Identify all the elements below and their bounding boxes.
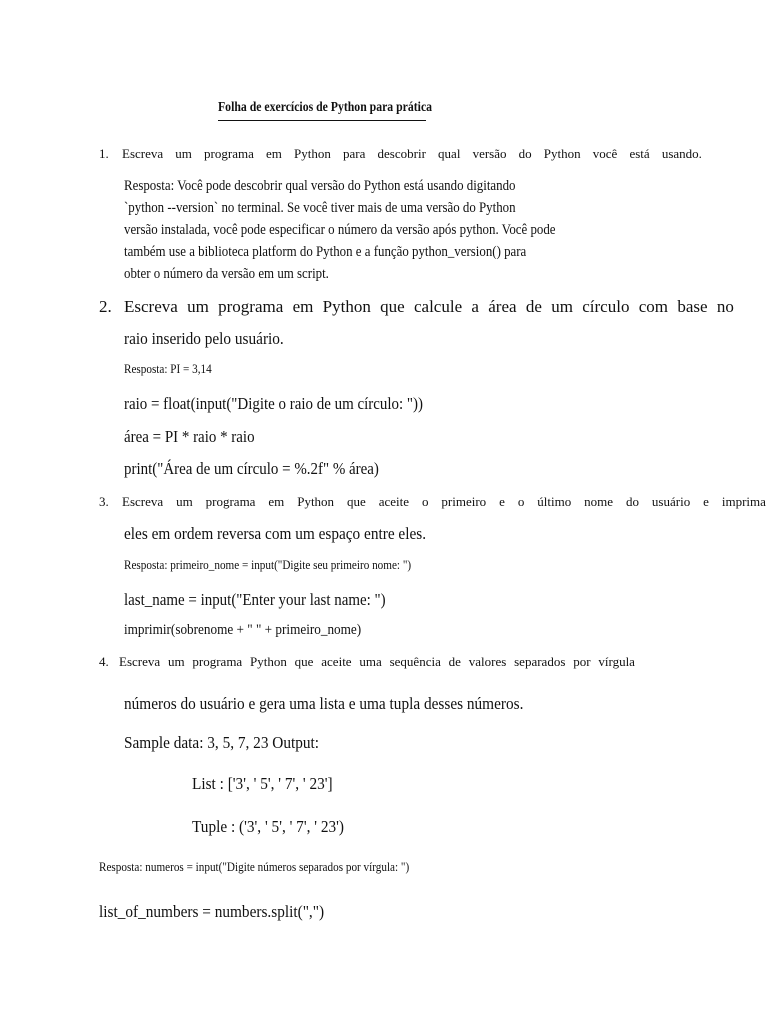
- page-title: Folha de exercícios de Python para prática: [218, 100, 433, 115]
- answer-1-line-5: obter o número da versão em um script.: [124, 266, 329, 282]
- answer-3-code-line-1: last_name = input("Enter your last name: "): [124, 590, 386, 609]
- question-1-number: 1.: [99, 146, 109, 161]
- question-3-text-line-2: eles em ordem reversa com um espaço entre eles.: [124, 524, 427, 543]
- question-4-text-line-1: Escreva um programa Python que aceite uma sequência de valores separados por vírgula: [119, 654, 635, 669]
- answer-2-label: Resposta: PI = 3,14: [124, 361, 212, 376]
- question-4-text-line-2: números do usuário e gera uma lista e uma tupla desses números.: [124, 694, 524, 713]
- list-output-line: List : ['3', ' 5', ' 7', ' 23']: [192, 774, 333, 793]
- answer-2-code-line-3: print("Área de um círculo = %.2f" % área): [124, 459, 379, 478]
- answer-1-line-2: `python --version` no terminal. Se você tiver mais de uma versão do Python: [124, 200, 516, 216]
- answer-2-code-line-1: raio = float(input("Digite o raio de um círculo: ")): [124, 394, 423, 413]
- question-3-text-line-1: Escreva um programa em Python que aceite o primeiro e o último nome do usuário e imprima: [122, 494, 766, 509]
- question-4-number: 4.: [99, 654, 109, 669]
- answer-4-code-line-1: list_of_numbers = numbers.split(","): [99, 902, 325, 921]
- question-1-text: Escreva um programa em Python para descobrir qual versão do Python você está usando.: [122, 146, 702, 161]
- answer-1-line-4: também use a biblioteca platform do Python e a função python_version() para: [124, 244, 527, 260]
- question-3-number: 3.: [99, 494, 109, 509]
- question-2-text-line-2: raio inserido pelo usuário.: [124, 329, 284, 348]
- answer-1-line-1: Resposta: Você pode descobrir qual versão do Python está usando digitando: [124, 178, 516, 194]
- sample-data-line: Sample data: 3, 5, 7, 23 Output:: [124, 733, 320, 752]
- question-2-text-line-1: Escreva um programa em Python que calcule a área de um círculo com base no: [124, 297, 734, 316]
- tuple-output-line: Tuple : ('3', ' 5', ' 7', ' 23'): [192, 817, 344, 836]
- answer-3-label: Resposta: primeiro_nome = input("Digite seu primeiro nome: "): [124, 557, 412, 572]
- answer-4-label: Resposta: numeros = input("Digite números separados por vírgula: "): [99, 859, 410, 874]
- question-2-number: 2.: [99, 297, 112, 316]
- title-underline: [218, 120, 426, 121]
- answer-1-line-3: versão instalada, você pode especificar o número da versão após python. Você pode: [124, 222, 556, 238]
- answer-2-code-line-2: área = PI * raio * raio: [124, 427, 255, 446]
- answer-3-code-line-2: imprimir(sobrenome + " " + primeiro_nome): [124, 622, 362, 638]
